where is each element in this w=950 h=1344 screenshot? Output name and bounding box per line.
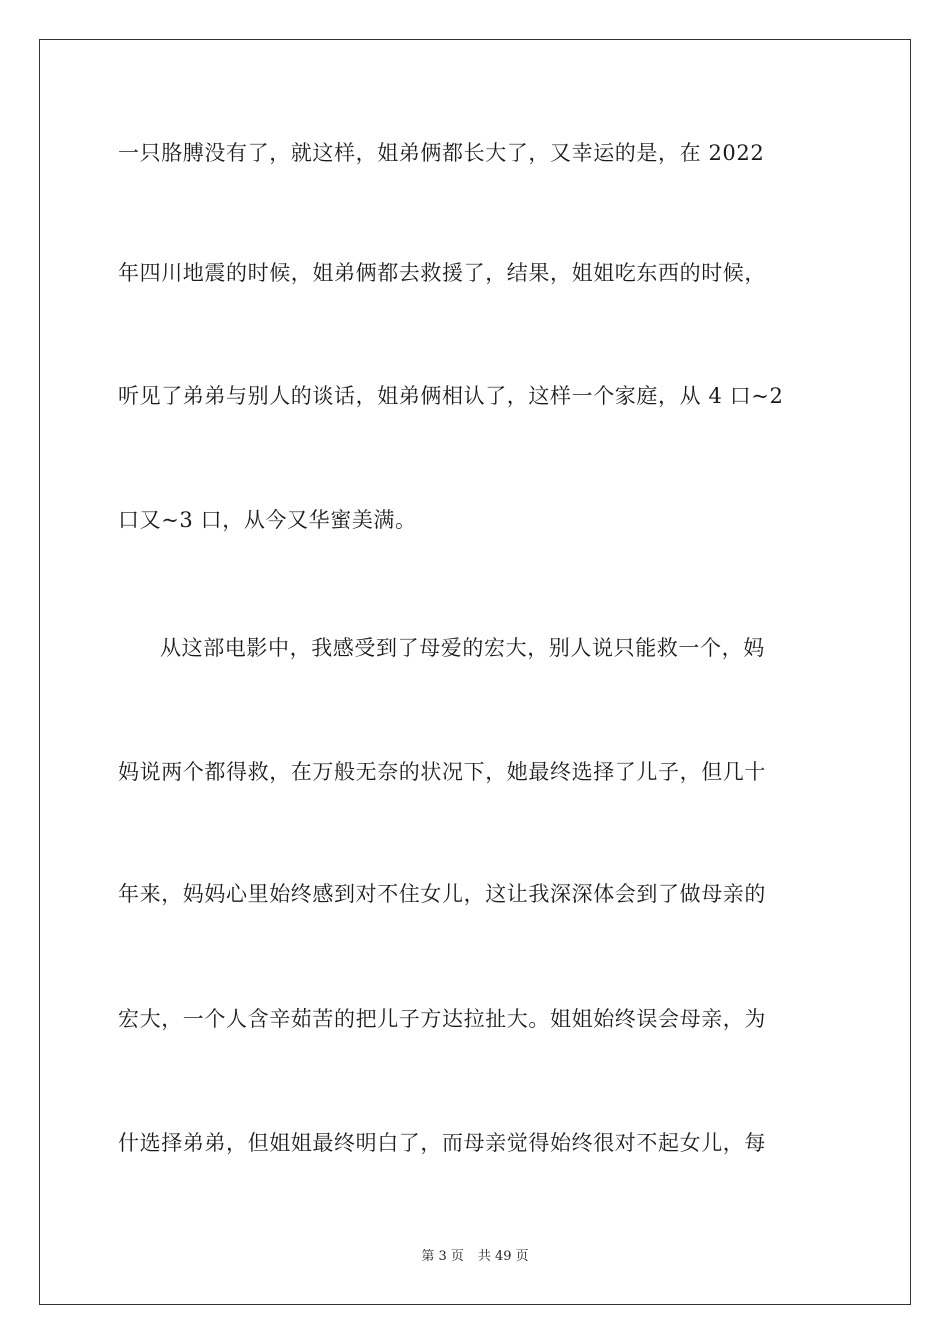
text-line-2: 年四川地震的时候，姐弟俩都去救援了，结果，姐姐吃东西的时候，	[118, 261, 766, 285]
page-footer	[0, 1248, 950, 1266]
page-number: 第 3 页	[421, 1249, 464, 1264]
paragraph-start-line: 从这部电影中，我感受到了母爱的宏大，别人说只能救一个，妈	[160, 636, 765, 660]
text-line-9: 什选择弟弟，但姐姐最终明白了，而母亲觉得始终很对不起女儿，每	[118, 1131, 766, 1155]
text-line-4: 口又~3 口，从今又华蜜美满。	[118, 508, 417, 532]
text-line-6: 妈说两个都得救，在万般无奈的状况下，她最终选择了儿子，但几十	[118, 760, 766, 784]
page-total: 共 49 页	[477, 1249, 529, 1264]
text-line-1: 一只胳膊没有了，就这样，姐弟俩都长大了，又幸运的是，在 2022	[118, 141, 765, 165]
text-line-8: 宏大，一个人含辛茹苦的把儿子方达拉扯大。姐姐始终误会母亲，为	[118, 1007, 766, 1031]
text-line-7: 年来，妈妈心里始终感到对不住女儿，这让我深深体会到了做母亲的	[118, 882, 766, 906]
page-border	[39, 39, 911, 1305]
text-line-3: 听见了弟弟与别人的谈话，姐弟俩相认了，这样一个家庭，从 4 口~2	[118, 384, 784, 408]
